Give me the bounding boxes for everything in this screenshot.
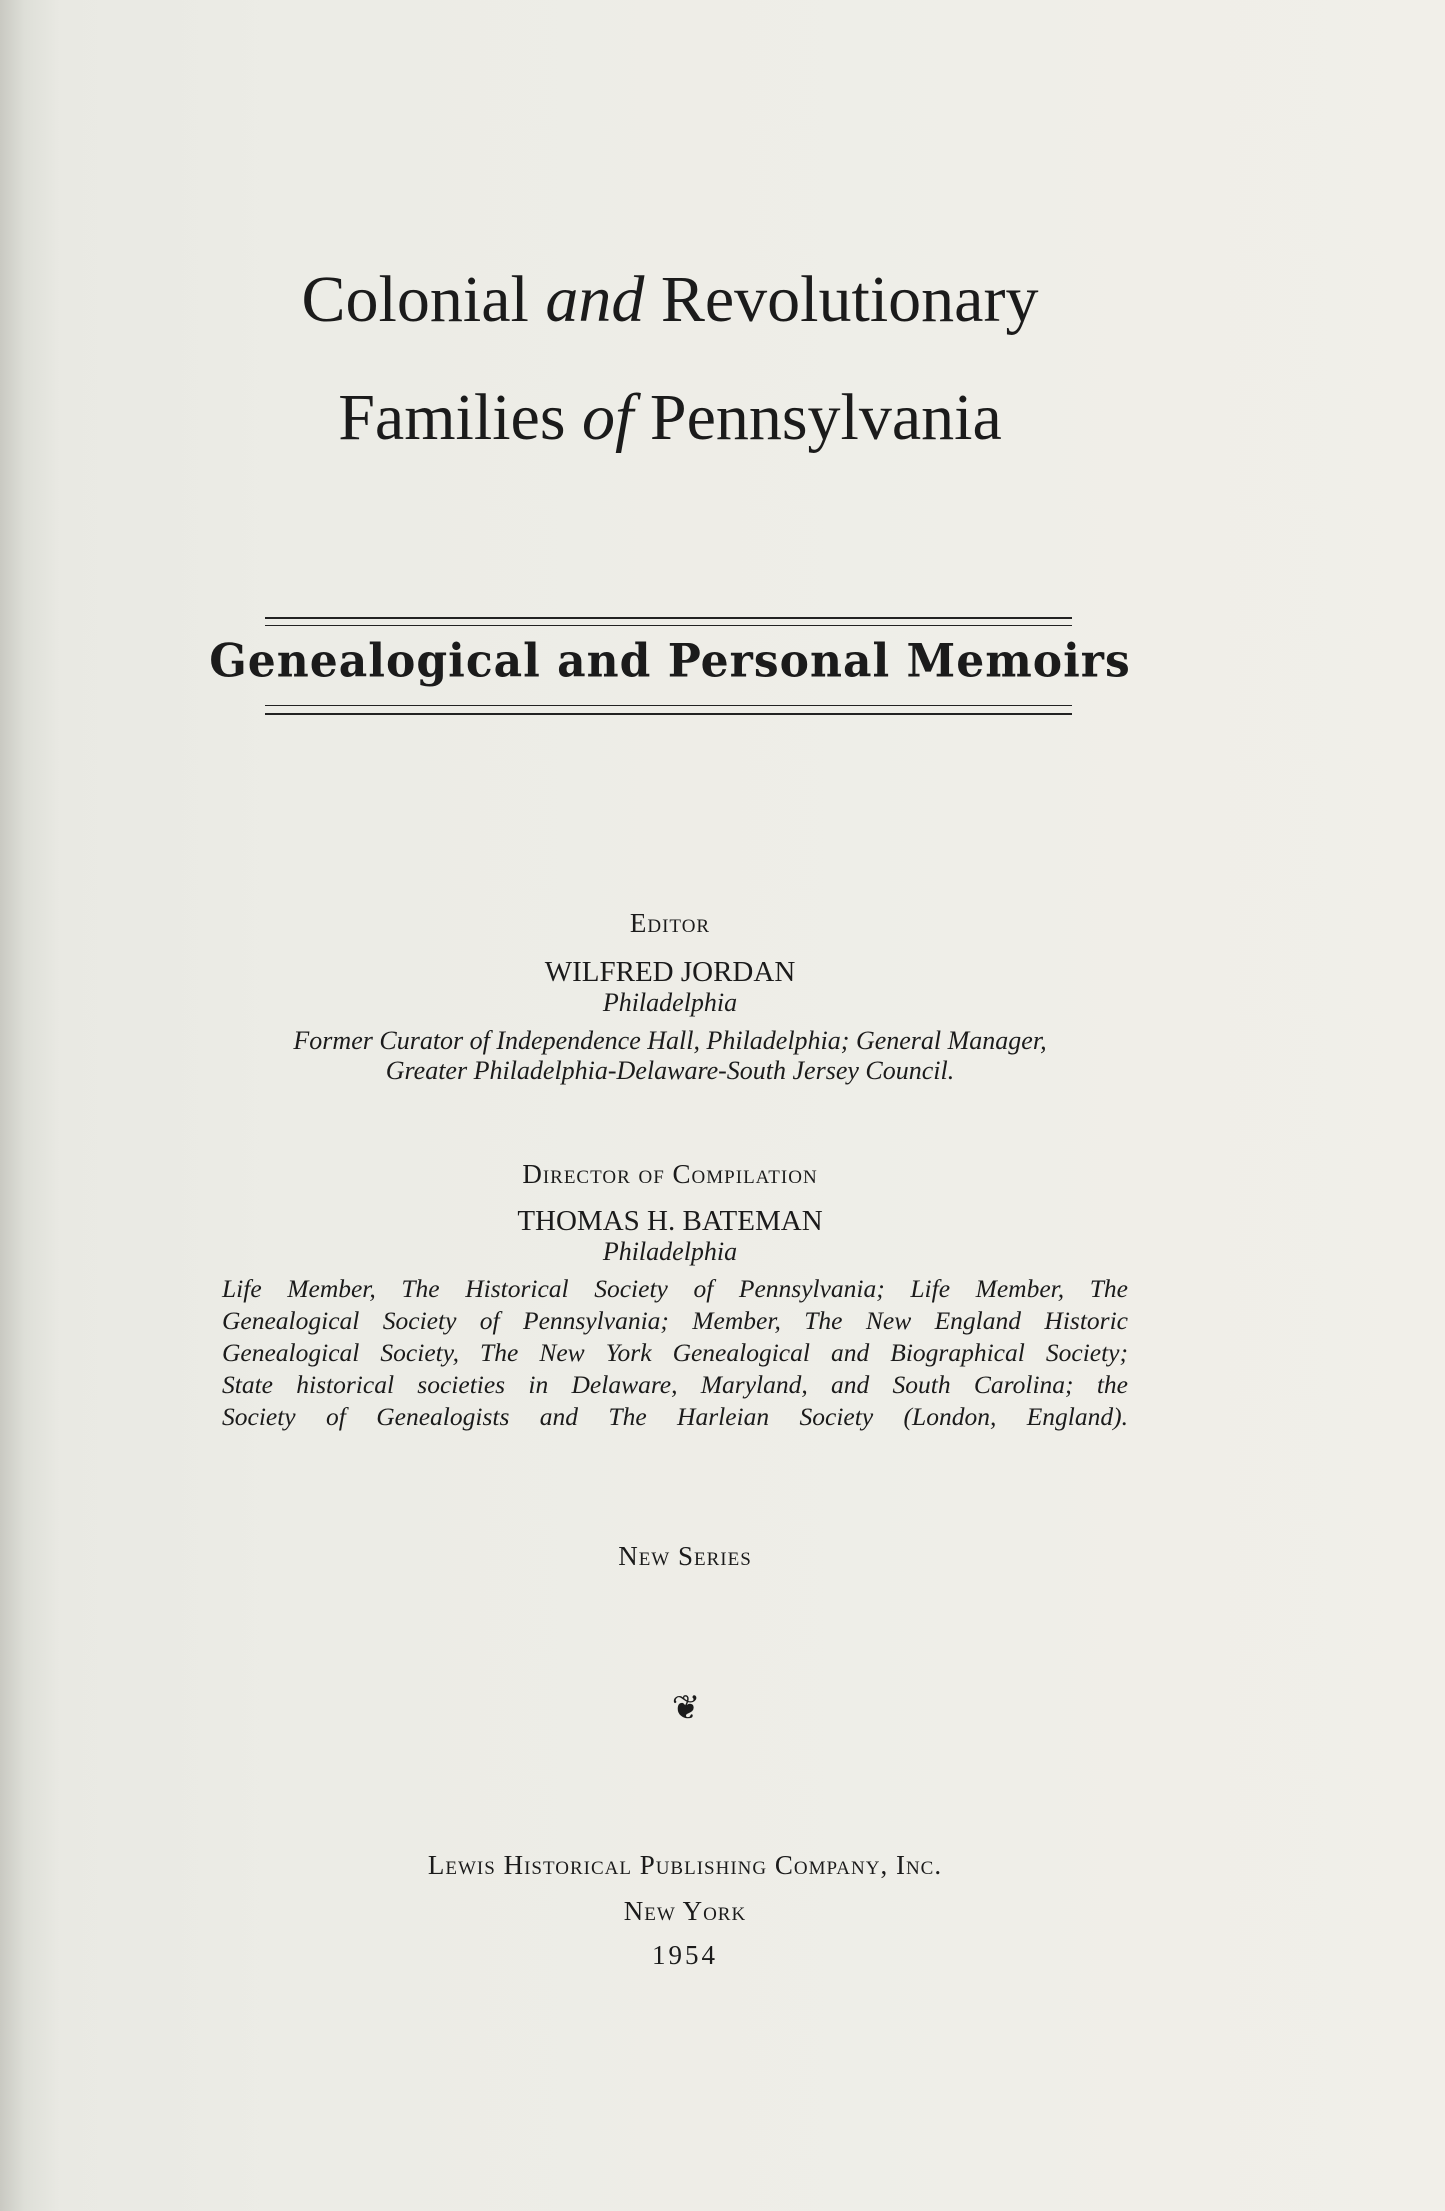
rule-bottom-1 (265, 705, 1072, 706)
title-line-2 (0, 380, 1340, 456)
publication-year: 1954 (652, 1940, 718, 1970)
director-bio-line: Genealogical Society, The New York Genealogical and Biographical Society; (222, 1338, 1128, 1367)
director-bio-line: Life Member, The Historical Society of Pennsylvania; Life Member, The (222, 1274, 1128, 1303)
ornament-icon: ❦ (671, 1690, 701, 1727)
subtitle: Genealogical and Personal Memoirs (209, 634, 1131, 689)
series-label: New Series (618, 1541, 752, 1571)
director-bio-line: Genealogical Society of Pennsylvania; Member, The New England Historic (222, 1306, 1128, 1335)
title-word: Families (338, 381, 566, 454)
publisher-name: Lewis Historical Publishing Company, Inc. (427, 1850, 943, 1880)
director-bio (222, 1273, 1128, 1433)
editor-heading: Editor (629, 908, 711, 938)
rule-bottom-2 (265, 713, 1072, 715)
rule-top-1 (265, 617, 1072, 619)
director-bio-line: State historical societies in Delaware, Maryland, and South Carolina; the (222, 1370, 1128, 1399)
title-word-italic: of (582, 381, 634, 454)
editor-city: Philadelphia (602, 988, 738, 1017)
editor-bio-line: Greater Philadelphia-Delaware-South Jersey Council. (385, 1056, 955, 1085)
director-bio-line: Society of Genealogists and The Harleian Society (London, England). (222, 1402, 1128, 1431)
title-word: Revolutionary (660, 263, 1039, 336)
director-city: Philadelphia (602, 1237, 738, 1266)
title-line-1 (0, 262, 1340, 338)
director-heading: Director of Compilation (522, 1159, 818, 1189)
title-word-italic: and (545, 263, 645, 336)
publisher-city: New York (623, 1896, 747, 1926)
editor-name: WILFRED JORDAN (544, 956, 796, 988)
title-word: Colonial (301, 263, 529, 336)
title-word: Pennsylvania (649, 381, 1002, 454)
director-name: THOMAS H. BATEMAN (517, 1205, 823, 1237)
rule-top-2 (265, 625, 1072, 626)
editor-bio-line: Former Curator of Independence Hall, Philadelphia; General Manager, (293, 1026, 1047, 1055)
